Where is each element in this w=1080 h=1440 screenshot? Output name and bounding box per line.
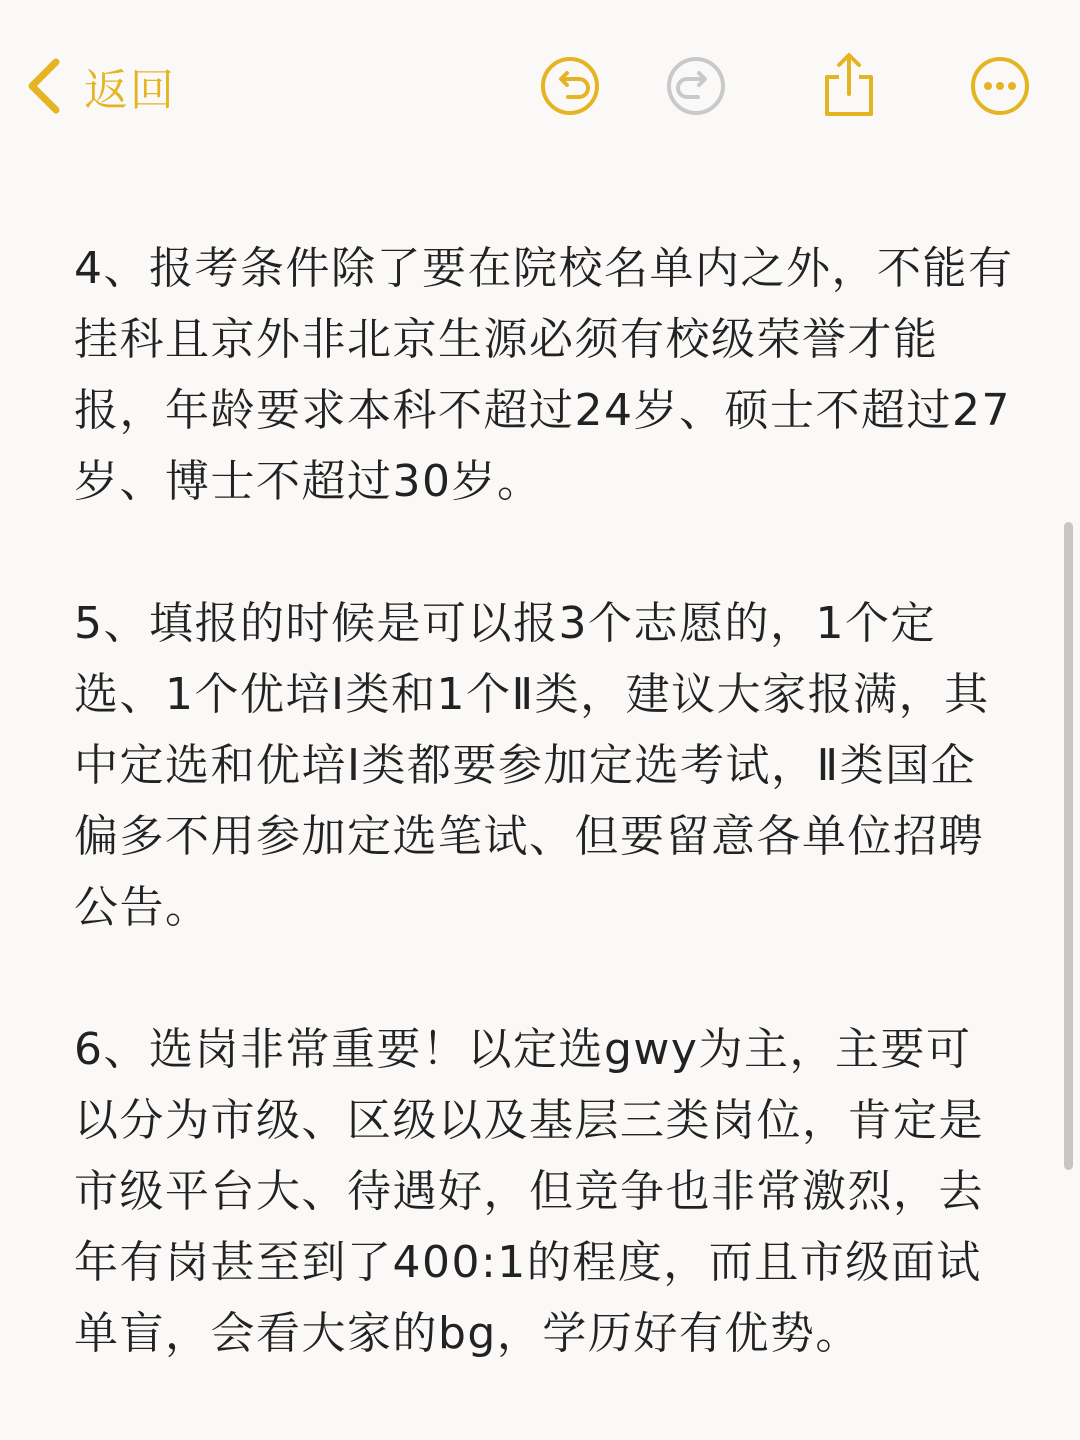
- redo-icon: [664, 54, 728, 118]
- more-button[interactable]: [968, 54, 1032, 118]
- share-icon: [817, 50, 881, 120]
- share-button[interactable]: [817, 50, 881, 114]
- note-paragraph-6: 6、选岗非常重要！以定选gwy为主，主要可以分为市级、区级以及基层三类岗位，肯定是市级平台大、待遇好，但竞争也非常激烈，去年有岗甚至到了400:1的程度，而且市级面试单盲，会看大家的bg，学历好有优势。: [74, 1024, 984, 1359]
- vertical-scrollbar[interactable]: [1064, 522, 1073, 1170]
- note-paragraph-4: 4、报考条件除了要在院校名单内之外，不能有挂科且京外非北京生源必须有校级荣誉才能报，年龄要求本科不超过24岁、硕士不超过27岁、博士不超过30岁。: [74, 243, 1014, 507]
- undo-button[interactable]: [538, 54, 602, 118]
- note-body[interactable]: [74, 233, 1014, 1440]
- chevron-left-icon: [24, 56, 64, 116]
- note-paragraph-5: 5、填报的时候是可以报3个志愿的，1个定选、1个优培Ⅰ类和1个Ⅱ类，建议大家报满，其中定选和优培Ⅰ类都要参加定选考试，Ⅱ类国企偏多不用参加定选笔试、但要留意各单位招聘公告。: [74, 598, 990, 933]
- redo-button[interactable]: [664, 54, 728, 118]
- undo-icon: [538, 54, 602, 118]
- more-icon: [968, 54, 1032, 118]
- back-label: 返回: [84, 65, 176, 116]
- top-toolbar: [0, 0, 1080, 175]
- back-button[interactable]: [24, 54, 176, 118]
